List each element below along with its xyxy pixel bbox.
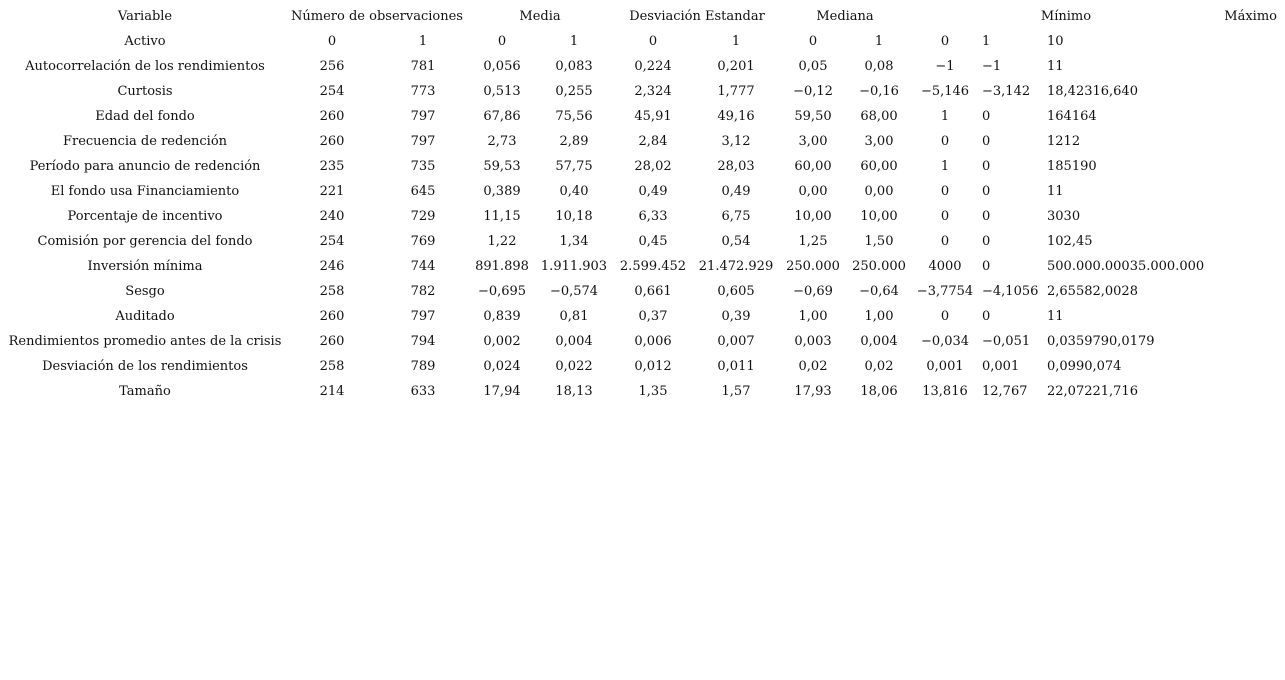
table-cell: 22,07221,716 bbox=[1047, 384, 1138, 399]
table-cell: 11 bbox=[1047, 59, 1064, 74]
table-cell: 0,012 bbox=[634, 359, 672, 374]
table-cell: 57,75 bbox=[555, 159, 593, 174]
table-cell: −0,051 bbox=[982, 334, 1031, 349]
table-cell: 2,65582,0028 bbox=[1047, 284, 1138, 299]
table-cell: 18,13 bbox=[555, 384, 593, 399]
table-cell: 1212 bbox=[1047, 134, 1081, 149]
table-cell: −4,1056 bbox=[982, 284, 1039, 299]
table-cell: 11 bbox=[1047, 309, 1064, 324]
table-cell: 3,00 bbox=[798, 134, 828, 149]
subheader-cell: 1 bbox=[874, 34, 884, 49]
table-cell: 769 bbox=[410, 234, 436, 249]
table-cell: 1,34 bbox=[559, 234, 589, 249]
table-cell: 0,006 bbox=[634, 334, 672, 349]
table-cell: 2,73 bbox=[487, 134, 517, 149]
table-cell: 1 bbox=[940, 109, 950, 124]
table-cell: 891.898 bbox=[475, 259, 529, 274]
table-cell: 254 bbox=[319, 84, 345, 99]
table-row bbox=[0, 129, 1285, 154]
table-cell: 0 bbox=[940, 184, 950, 199]
header-std: Desviación Estandar bbox=[629, 9, 765, 24]
table-cell: 0,81 bbox=[559, 309, 589, 324]
row-variable: Porcentaje de incentivo bbox=[67, 209, 223, 224]
table-row bbox=[0, 254, 1285, 279]
subheader-cell: 10 bbox=[1047, 34, 1064, 49]
table-cell: 45,91 bbox=[634, 109, 672, 124]
table-cell: 0,001 bbox=[926, 359, 964, 374]
table-cell: 256 bbox=[319, 59, 345, 74]
table-cell: −3,7754 bbox=[916, 284, 974, 299]
table-cell: 789 bbox=[410, 359, 436, 374]
table-cell: 254 bbox=[319, 234, 345, 249]
table-cell: 2,324 bbox=[634, 84, 672, 99]
table-cell: 260 bbox=[319, 334, 345, 349]
table-cell: 240 bbox=[319, 209, 345, 224]
table-cell: 0,49 bbox=[721, 184, 751, 199]
row-variable: Autocorrelación de los rendimientos bbox=[25, 59, 265, 74]
table-cell: 0,022 bbox=[555, 359, 593, 374]
table-cell: 13,816 bbox=[922, 384, 968, 399]
table-cell: 10,00 bbox=[860, 209, 898, 224]
table-cell: 0,05 bbox=[798, 59, 828, 74]
table-cell: 260 bbox=[319, 109, 345, 124]
row-variable: Tamaño bbox=[119, 384, 171, 399]
row-variable: Rendimientos promedio antes de la crisis bbox=[8, 334, 282, 349]
table-cell: 3030 bbox=[1047, 209, 1081, 224]
table-cell: 0,00 bbox=[798, 184, 828, 199]
header-median: Mediana bbox=[816, 9, 874, 24]
table-cell: 3,12 bbox=[721, 134, 751, 149]
table-cell: −0,69 bbox=[793, 284, 833, 299]
subheader-row bbox=[0, 29, 1285, 54]
table-cell: 60,00 bbox=[860, 159, 898, 174]
table-cell: 797 bbox=[410, 109, 436, 124]
row-variable: Edad del fondo bbox=[95, 109, 195, 124]
table-cell: 0,37 bbox=[638, 309, 668, 324]
subheader-cell: 0 bbox=[327, 34, 337, 49]
table-row bbox=[0, 329, 1285, 354]
subheader-label: Activo bbox=[124, 34, 166, 49]
header-observations: Número de observaciones bbox=[291, 9, 463, 24]
table-cell: 1,50 bbox=[864, 234, 894, 249]
subheader-cell: 0 bbox=[648, 34, 658, 49]
table-row bbox=[0, 179, 1285, 204]
table-cell: 797 bbox=[410, 309, 436, 324]
table-cell: 0,083 bbox=[555, 59, 593, 74]
table-cell: 6,33 bbox=[638, 209, 668, 224]
table-cell: 797 bbox=[410, 134, 436, 149]
table-cell: 260 bbox=[319, 309, 345, 324]
table-cell: 221 bbox=[319, 184, 345, 199]
table-cell: 21.472.929 bbox=[698, 259, 774, 274]
descriptive-statistics-table bbox=[0, 4, 1285, 404]
table-cell: 645 bbox=[410, 184, 436, 199]
table-cell: 60,00 bbox=[794, 159, 832, 174]
table-cell: 0,389 bbox=[483, 184, 521, 199]
table-cell: 164164 bbox=[1047, 109, 1097, 124]
table-cell: 0,004 bbox=[555, 334, 593, 349]
table-cell: 0,224 bbox=[634, 59, 672, 74]
table-cell: 0 bbox=[982, 184, 991, 199]
row-variable: Período para anuncio de redención bbox=[29, 159, 261, 174]
table-cell: 1,35 bbox=[638, 384, 668, 399]
table-cell: 6,75 bbox=[721, 209, 751, 224]
table-cell: 0,54 bbox=[721, 234, 751, 249]
table-row bbox=[0, 154, 1285, 179]
table-cell: 0,605 bbox=[717, 284, 755, 299]
table-row bbox=[0, 54, 1285, 79]
subheader-cell: 0 bbox=[497, 34, 507, 49]
table-cell: 1,25 bbox=[798, 234, 828, 249]
table-cell: 18,06 bbox=[860, 384, 898, 399]
table-cell: 0,00 bbox=[864, 184, 894, 199]
table-cell: 0,056 bbox=[483, 59, 521, 74]
table-cell: 2.599.452 bbox=[619, 259, 687, 274]
table-cell: 49,16 bbox=[717, 109, 755, 124]
table-cell: 0 bbox=[982, 234, 991, 249]
table-cell: 0,45 bbox=[638, 234, 668, 249]
table-cell: −1 bbox=[982, 59, 1002, 74]
table-cell: 633 bbox=[410, 384, 436, 399]
table-cell: 0,39 bbox=[721, 309, 751, 324]
table-row bbox=[0, 379, 1285, 404]
table-cell: −0,034 bbox=[920, 334, 970, 349]
table-cell: 773 bbox=[410, 84, 436, 99]
table-cell: 0,003 bbox=[794, 334, 832, 349]
table-cell: 3,00 bbox=[864, 134, 894, 149]
subheader-cell: 0 bbox=[940, 34, 950, 49]
table-cell: 0,001 bbox=[982, 359, 1020, 374]
table-cell: 2,84 bbox=[638, 134, 668, 149]
table-row bbox=[0, 104, 1285, 129]
table-cell: −0,12 bbox=[793, 84, 833, 99]
table-cell: 1,57 bbox=[721, 384, 751, 399]
table-cell: 0,0359790,0179 bbox=[1047, 334, 1155, 349]
table-cell: 17,93 bbox=[794, 384, 832, 399]
table-row bbox=[0, 229, 1285, 254]
table-cell: 102,45 bbox=[1047, 234, 1093, 249]
table-cell: −0,695 bbox=[477, 284, 527, 299]
header-row bbox=[0, 4, 1285, 29]
row-variable: Frecuencia de redención bbox=[62, 134, 228, 149]
table-cell: 0,02 bbox=[864, 359, 894, 374]
table-cell: 794 bbox=[410, 334, 436, 349]
table-cell: 0,40 bbox=[559, 184, 589, 199]
table-cell: 2,89 bbox=[559, 134, 589, 149]
table-cell: −0,574 bbox=[549, 284, 599, 299]
table-cell: 10,18 bbox=[555, 209, 593, 224]
table-cell: 782 bbox=[410, 284, 436, 299]
subheader-cell: 1 bbox=[982, 34, 991, 49]
table-cell: 0,02 bbox=[798, 359, 828, 374]
table-cell: 1,00 bbox=[864, 309, 894, 324]
row-variable: El fondo usa Financiamiento bbox=[50, 184, 240, 199]
table-cell: 0,661 bbox=[634, 284, 672, 299]
table-cell: 11 bbox=[1047, 184, 1064, 199]
table-cell: 0 bbox=[940, 234, 950, 249]
table-cell: −1 bbox=[935, 59, 955, 74]
table-cell: 0 bbox=[982, 209, 991, 224]
row-variable: Inversión mínima bbox=[87, 259, 203, 274]
header-max: Máximo bbox=[1224, 9, 1277, 24]
table-cell: 1.911.903 bbox=[540, 259, 608, 274]
header-min: Mínimo bbox=[1040, 9, 1092, 24]
table-cell: 68,00 bbox=[860, 109, 898, 124]
table-cell: 214 bbox=[319, 384, 345, 399]
table-cell: 4000 bbox=[928, 259, 962, 274]
table-cell: 0,0990,074 bbox=[1047, 359, 1122, 374]
row-variable: Desviación de los rendimientos bbox=[42, 359, 248, 374]
table-row bbox=[0, 79, 1285, 104]
table-cell: 246 bbox=[319, 259, 345, 274]
table-cell: 185190 bbox=[1047, 159, 1097, 174]
table-cell: 0,255 bbox=[555, 84, 593, 99]
table-cell: 0,002 bbox=[483, 334, 521, 349]
table-cell: 59,50 bbox=[794, 109, 832, 124]
subheader-cell: 1 bbox=[569, 34, 579, 49]
table-cell: 75,56 bbox=[555, 109, 593, 124]
header-variable: Variable bbox=[117, 9, 173, 24]
table-cell: 0,49 bbox=[638, 184, 668, 199]
table-cell: 781 bbox=[410, 59, 436, 74]
table-cell: −0,64 bbox=[859, 284, 899, 299]
table-cell: −0,16 bbox=[859, 84, 899, 99]
subheader-cell: 1 bbox=[731, 34, 741, 49]
table-cell: 0,513 bbox=[483, 84, 521, 99]
table-cell: 10,00 bbox=[794, 209, 832, 224]
table-row bbox=[0, 304, 1285, 329]
table-cell: 0 bbox=[982, 134, 991, 149]
table-cell: 0 bbox=[982, 259, 991, 274]
row-variable: Comisión por gerencia del fondo bbox=[37, 234, 253, 249]
table-cell: 1,00 bbox=[798, 309, 828, 324]
table-cell: 500.000.00035.000.000 bbox=[1047, 259, 1205, 274]
table-cell: −5,146 bbox=[920, 84, 970, 99]
table-cell: 250.000 bbox=[852, 259, 906, 274]
table-cell: 0 bbox=[940, 134, 950, 149]
table-cell: 0,839 bbox=[483, 309, 521, 324]
table-cell: 260 bbox=[319, 134, 345, 149]
row-variable: Sesgo bbox=[125, 284, 165, 299]
row-variable: Auditado bbox=[115, 309, 175, 324]
table-cell: 12,767 bbox=[982, 384, 1028, 399]
header-mean: Media bbox=[519, 9, 561, 24]
table-cell: 28,02 bbox=[634, 159, 672, 174]
table-cell: 0,08 bbox=[864, 59, 894, 74]
table-cell: 729 bbox=[410, 209, 436, 224]
table-cell: 0,007 bbox=[717, 334, 755, 349]
table-cell: 67,86 bbox=[483, 109, 521, 124]
table-cell: 17,94 bbox=[483, 384, 521, 399]
table-cell: 1,22 bbox=[487, 234, 517, 249]
table-cell: 59,53 bbox=[483, 159, 521, 174]
table-cell: 258 bbox=[319, 359, 345, 374]
table-cell: −3,142 bbox=[982, 84, 1031, 99]
subheader-cell: 1 bbox=[418, 34, 428, 49]
table-cell: 735 bbox=[410, 159, 436, 174]
table-cell: 0,201 bbox=[717, 59, 755, 74]
table-cell: 0,004 bbox=[860, 334, 898, 349]
subheader-cell: 0 bbox=[808, 34, 818, 49]
table-cell: 744 bbox=[410, 259, 436, 274]
table-cell: 0 bbox=[940, 209, 950, 224]
table-cell: 0 bbox=[982, 109, 991, 124]
table-cell: 28,03 bbox=[717, 159, 755, 174]
table-cell: 0 bbox=[940, 309, 950, 324]
table-cell: 1,777 bbox=[717, 84, 755, 99]
table-cell: 0 bbox=[982, 309, 991, 324]
table-cell: 1 bbox=[940, 159, 950, 174]
table-cell: 0,011 bbox=[717, 359, 755, 374]
table-cell: 0,024 bbox=[483, 359, 521, 374]
table-cell: 11,15 bbox=[483, 209, 521, 224]
row-variable: Curtosis bbox=[117, 84, 173, 99]
table-cell: 235 bbox=[319, 159, 345, 174]
table-cell: 250.000 bbox=[786, 259, 840, 274]
table-row bbox=[0, 279, 1285, 304]
table-row bbox=[0, 204, 1285, 229]
table-cell: 258 bbox=[319, 284, 345, 299]
table-cell: 18,42316,640 bbox=[1047, 84, 1138, 99]
table-cell: 0 bbox=[982, 159, 991, 174]
table-row bbox=[0, 354, 1285, 379]
